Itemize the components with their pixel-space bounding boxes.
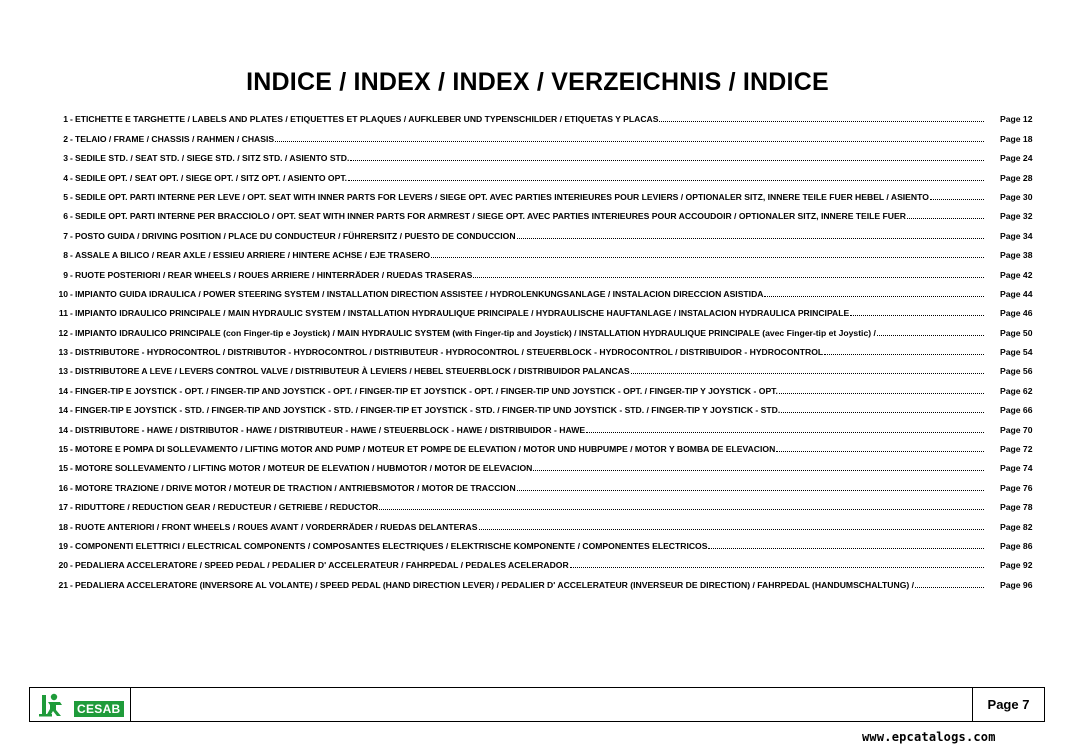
- entry: [75, 347, 984, 357]
- entry: [75, 308, 984, 318]
- entry-number: 12: [58, 327, 68, 338]
- entry-number: 14: [58, 424, 68, 435]
- dot-leader: [379, 509, 984, 510]
- dot-leader: [781, 412, 984, 413]
- entry-separator: -: [70, 288, 73, 299]
- entry-number: 4: [63, 172, 68, 183]
- toc-row[interactable]: [40, 163, 1040, 182]
- entry-separator: -: [70, 347, 73, 358]
- entry: [75, 502, 984, 512]
- entry-title: COMPONENTI ELETTRICI / ELECTRICAL COMPONENTS / COMPOSANTES ELECTRIQUES / ELEKTRISCHE KOMPONENTE / COMPONENTES ELECTRICOS: [75, 540, 708, 551]
- entry: [75, 425, 984, 435]
- entry-title: FINGER-TIP E JOYSTICK - STD. / FINGER-TIP AND JOYSTICK - STD. / FINGER-TIP ET JOYSTICK - STD. / FINGER-TIP UND JOYSTICK - STD. / FINGER-TIP Y JOYSTICK - STD.: [75, 405, 781, 416]
- entry-number: 15: [58, 463, 68, 474]
- toc-row[interactable]: [40, 241, 1040, 260]
- entry-separator: -: [70, 502, 73, 513]
- entry-number: 2: [63, 133, 68, 144]
- toc-row[interactable]: [40, 221, 1040, 240]
- entry-title: RUOTE POSTERIORI / REAR WHEELS / ROUES ARRIERE / HINTERRÄDER / RUEDAS TRASERAS: [75, 269, 473, 280]
- entry-number: 3: [63, 153, 68, 164]
- entry: [75, 328, 984, 338]
- toc-row[interactable]: [40, 376, 1040, 395]
- dot-leader: [708, 548, 984, 549]
- entry-title: MOTORE TRAZIONE / DRIVE MOTOR / MOTEUR DE TRACTION / ANTRIEBSMOTOR / MOTOR DE TRACCION: [75, 482, 516, 493]
- entry-page: Page 56: [1000, 366, 1033, 377]
- entry-page: Page 18: [1000, 133, 1033, 144]
- entry-page: Page 54: [1000, 347, 1033, 358]
- index-list: [40, 105, 1040, 590]
- toc-row[interactable]: [40, 144, 1040, 163]
- entry-page: Page 46: [1000, 308, 1033, 319]
- toc-row[interactable]: [40, 415, 1040, 434]
- entry-page: Page 76: [1000, 482, 1033, 493]
- toc-row[interactable]: [40, 124, 1040, 143]
- entry-title: SEDILE STD. / SEAT STD. / SIEGE STD. / SITZ STD. / ASIENTO STD.: [75, 153, 350, 164]
- dot-leader: [586, 432, 984, 433]
- entry-title: DISTRIBUTORE - HYDROCONTROL / DISTRIBUTOR - HYDROCONTROL / DISTRIBUTEUR - HYDROCONTROL / STEUERBLOCK - HYDROCONTROL / DISTRIBUIDOR - HYDROCONTROL: [75, 347, 824, 358]
- toc-row[interactable]: [40, 183, 1040, 202]
- dot-leader: [915, 587, 984, 588]
- toc-row[interactable]: [40, 299, 1040, 318]
- dot-leader: [473, 277, 984, 278]
- entry-separator: -: [70, 424, 73, 435]
- dot-leader: [479, 529, 985, 530]
- entry: [75, 114, 984, 124]
- entry-number: 6: [63, 211, 68, 222]
- entry: [75, 231, 984, 241]
- entry-page: Page 62: [1000, 385, 1033, 396]
- entry-title: MOTORE E POMPA DI SOLLEVAMENTO / LIFTING MOTOR AND PUMP / MOTEUR ET POMPE DE ELEVATION / MOTOR UND HUBPUMPE / MOTOR Y BOMBA DE ELEVACION: [75, 444, 776, 455]
- entry-separator: -: [70, 230, 73, 241]
- dot-leader: [350, 160, 984, 161]
- entry-number: 5: [63, 191, 68, 202]
- entry-separator: -: [70, 153, 73, 164]
- entry-page: Page 86: [1000, 540, 1033, 551]
- entry-page: Page 72: [1000, 444, 1033, 455]
- entry-number: 17: [58, 502, 68, 513]
- entry: [75, 444, 984, 454]
- entry-separator: -: [70, 211, 73, 222]
- entry: [75, 173, 984, 183]
- toc-row[interactable]: [40, 260, 1040, 279]
- entry-number: 20: [58, 560, 68, 571]
- entry-title: RUOTE ANTERIORI / FRONT WHEELS / ROUES AVANT / VORDERRÄDER / RUEDAS DELANTERAS: [75, 521, 478, 532]
- entry: [75, 580, 984, 590]
- entry: [75, 386, 984, 396]
- entry-title: TELAIO / FRAME / CHASSIS / RAHMEN / CHASIS: [75, 133, 275, 144]
- entry: [75, 270, 984, 280]
- dot-leader: [764, 296, 984, 297]
- entry-separator: -: [70, 521, 73, 532]
- entry-title: DISTRIBUTORE - HAWE / DISTRIBUTOR - HAWE / DISTRIBUTEUR - HAWE / STEUERBLOCK - HAWE / DISTRIBUIDOR - HAWE: [75, 424, 586, 435]
- entry-title: SEDILE OPT. / SEAT OPT. / SIEGE OPT. / SITZ OPT. / ASIENTO OPT.: [75, 172, 348, 183]
- toc-row[interactable]: [40, 473, 1040, 492]
- dot-leader: [930, 199, 984, 200]
- entry-page: Page 38: [1000, 250, 1033, 261]
- entry-title: FINGER-TIP E JOYSTICK - OPT. / FINGER-TIP AND JOYSTICK - OPT. / FINGER-TIP ET JOYSTICK - OPT. / FINGER-TIP UND JOYSTICK - OPT. / FINGER-TIP Y JOYSTICK - OPT.: [75, 385, 778, 396]
- dot-leader: [776, 451, 984, 452]
- toc-row[interactable]: [40, 493, 1040, 512]
- entry-separator: -: [70, 579, 73, 590]
- entry-page: Page 66: [1000, 405, 1033, 416]
- entry-number: 7: [63, 230, 68, 241]
- entry-number: 16: [58, 482, 68, 493]
- dot-leader: [631, 373, 984, 374]
- entry-separator: -: [70, 308, 73, 319]
- entry-number: 9: [63, 269, 68, 280]
- entry-page: Page 24: [1000, 153, 1033, 164]
- entry-page: Page 96: [1000, 579, 1033, 590]
- entry-title: IMPIANTO IDRAULICO PRINCIPALE (con Finger-tip e Joystick) / MAIN HYDRAULIC SYSTEM (with Finger-tip and Joystick) / INSTALLATION HYDRAULIQUE PRINCIPALE (avec Finger-tip et Joystic) /: [75, 327, 876, 338]
- entry-separator: -: [70, 444, 73, 455]
- entry-number: 19: [58, 540, 68, 551]
- toc-row[interactable]: [40, 551, 1040, 570]
- entry-title: MOTORE SOLLEVAMENTO / LIFTING MOTOR / MOTEUR DE ELEVATION / HUBMOTOR / MOTOR DE ELEVACION: [75, 463, 533, 474]
- toc-row[interactable]: [40, 338, 1040, 357]
- toc-row[interactable]: [40, 435, 1040, 454]
- dot-leader: [275, 141, 984, 142]
- entry-title: ETICHETTE E TARGHETTE / LABELS AND PLATES / ETIQUETTES ET PLAQUES / AUFKLEBER UND TYPENSCHILDER / ETIQUETAS Y PLACAS: [75, 114, 659, 125]
- entry-separator: -: [70, 482, 73, 493]
- entry-title: PEDALIERA ACCELERATORE / SPEED PEDAL / PEDALIER D' ACCELERATEUR / FAHRPEDAL / PEDALES ACELERADOR: [75, 560, 569, 571]
- entry: [75, 289, 984, 299]
- entry: [75, 250, 984, 260]
- entry-separator: -: [70, 114, 73, 125]
- entry-page: Page 78: [1000, 502, 1033, 513]
- dot-leader: [850, 315, 984, 316]
- entry: [75, 192, 984, 202]
- entry-title: DISTRIBUTORE A LEVE / LEVERS CONTROL VALVE / DISTRIBUTEUR À LEVIERS / HEBEL STEUERBLOCK / DISTRIBUIDOR PALANCAS: [75, 366, 630, 377]
- dot-leader: [907, 218, 984, 219]
- entry: [75, 560, 984, 570]
- entry-number: 21: [58, 579, 68, 590]
- dot-leader: [348, 180, 984, 181]
- entry-separator: -: [70, 463, 73, 474]
- entry-page: Page 34: [1000, 230, 1033, 241]
- toc-row[interactable]: [40, 454, 1040, 473]
- toc-row[interactable]: [40, 512, 1040, 531]
- toc-row[interactable]: [40, 532, 1040, 551]
- entry: [75, 463, 984, 473]
- entry-title: SEDILE OPT. PARTI INTERNE PER LEVE / OPT. SEAT WITH INNER PARTS FOR LEVERS / SIEGE OPT. AVEC PARTIES INTERIEURES POUR LEVIERS / OPTIONALER SITZ, INNERE TEILE FUER HEBEL / ASIENTO: [75, 191, 929, 202]
- toc-row[interactable]: [40, 280, 1040, 299]
- entry-separator: -: [70, 405, 73, 416]
- entry-number: 18: [58, 521, 68, 532]
- entry-page: Page 74: [1000, 463, 1033, 474]
- page-number: Page 7: [972, 688, 1044, 721]
- dot-leader: [779, 393, 984, 394]
- dot-leader: [824, 354, 984, 355]
- entry-page: Page 12: [1000, 114, 1033, 125]
- entry-title: ASSALE A BILICO / REAR AXLE / ESSIEU ARRIERE / HINTERE ACHSE / EJE TRASERO: [75, 250, 431, 261]
- dot-leader: [517, 238, 984, 239]
- forklift-person-icon: [39, 692, 73, 718]
- dot-leader: [570, 567, 984, 568]
- entry-number: 15: [58, 444, 68, 455]
- logo: [30, 688, 131, 721]
- entry: [75, 541, 984, 551]
- logo-text: CESAB: [74, 701, 124, 717]
- entry-title: IMPIANTO GUIDA IDRAULICA / POWER STEERING SYSTEM / INSTALLATION DIRECTION ASSISTEE / HYDROLENKUNGSANLAGE / INSTALACION DIRECCION ASISTIDA: [75, 288, 764, 299]
- entry-page: Page 82: [1000, 521, 1033, 532]
- entry-page: Page 42: [1000, 269, 1033, 280]
- entry-title: IMPIANTO IDRAULICO PRINCIPALE / MAIN HYDRAULIC SYSTEM / INSTALLATION HYDRAULIQUE PRINCIPALE / HYDRAULISCHE HAUFTANLAGE / INSTALACION HYDRAULICA PRINCIPALE: [75, 308, 850, 319]
- entry: [75, 522, 984, 532]
- entry-number: 1: [63, 114, 68, 125]
- entry-separator: -: [70, 540, 73, 551]
- entry-separator: -: [70, 191, 73, 202]
- entry-number: 10: [58, 288, 68, 299]
- entry-title: RIDUTTORE / REDUCTION GEAR / REDUCTEUR / GETRIEBE / REDUCTOR: [75, 502, 379, 513]
- entry-page: Page 30: [1000, 191, 1033, 202]
- entry-number: 8: [63, 250, 68, 261]
- entry-separator: -: [70, 250, 73, 261]
- entry-page: Page 28: [1000, 172, 1033, 183]
- entry-separator: -: [70, 560, 73, 571]
- dot-leader: [533, 470, 984, 471]
- dot-leader: [517, 490, 984, 491]
- entry: [75, 134, 984, 144]
- dot-leader: [659, 121, 984, 122]
- entry-page: Page 70: [1000, 424, 1033, 435]
- entry: [75, 153, 984, 163]
- entry-separator: -: [70, 366, 73, 377]
- entry-page: Page 44: [1000, 288, 1033, 299]
- entry-separator: -: [70, 172, 73, 183]
- entry-page: Page 50: [1000, 327, 1033, 338]
- entry-separator: -: [70, 269, 73, 280]
- entry-number: 13: [58, 366, 68, 377]
- entry-number: 11: [58, 308, 68, 319]
- entry-separator: -: [70, 385, 73, 396]
- entry-title: PEDALIERA ACCELERATORE (INVERSORE AL VOLANTE) / SPEED PEDAL (HAND DIRECTION LEVER) / PEDALIER D' ACCELERATEUR (INVERSEUR DE DIRECTION) / FAHRPEDAL (HANDUMSCHALTUNG) /: [75, 579, 915, 590]
- dot-leader: [431, 257, 984, 258]
- toc-row[interactable]: [40, 396, 1040, 415]
- dot-leader: [877, 335, 984, 336]
- footer-bar: [29, 687, 1045, 722]
- toc-row[interactable]: [40, 105, 1040, 124]
- entry-title: POSTO GUIDA / DRIVING POSITION / PLACE DU CONDUCTEUR / FÜHRERSITZ / PUESTO DE CONDUCCION: [75, 230, 516, 241]
- entry: [75, 366, 984, 376]
- entry-separator: -: [70, 133, 73, 144]
- watermark: www.epcatalogs.com: [862, 730, 996, 744]
- entry-title: SEDILE OPT. PARTI INTERNE PER BRACCIOLO / OPT. SEAT WITH INNER PARTS FOR ARMREST / SIEGE OPT. AVEC PARTIES INTERIEURES POUR ACCOUDOIR / OPTIONALER SITZ, INNERE TEILE FUER: [75, 211, 906, 222]
- entry: [75, 211, 984, 221]
- toc-row[interactable]: [40, 357, 1040, 376]
- entry-number: 13: [58, 347, 68, 358]
- entry-page: Page 32: [1000, 211, 1033, 222]
- entry: [75, 483, 984, 493]
- page-title: INDICE / INDEX / INDEX / VERZEICHNIS / INDICE: [246, 68, 829, 96]
- toc-row[interactable]: [40, 318, 1040, 337]
- entry-page: Page 92: [1000, 560, 1033, 571]
- entry-separator: -: [70, 327, 73, 338]
- entry: [75, 405, 984, 415]
- toc-row[interactable]: [40, 570, 1040, 589]
- entry-number: 14: [58, 405, 68, 416]
- entry-number: 14: [58, 385, 68, 396]
- toc-row[interactable]: [40, 202, 1040, 221]
